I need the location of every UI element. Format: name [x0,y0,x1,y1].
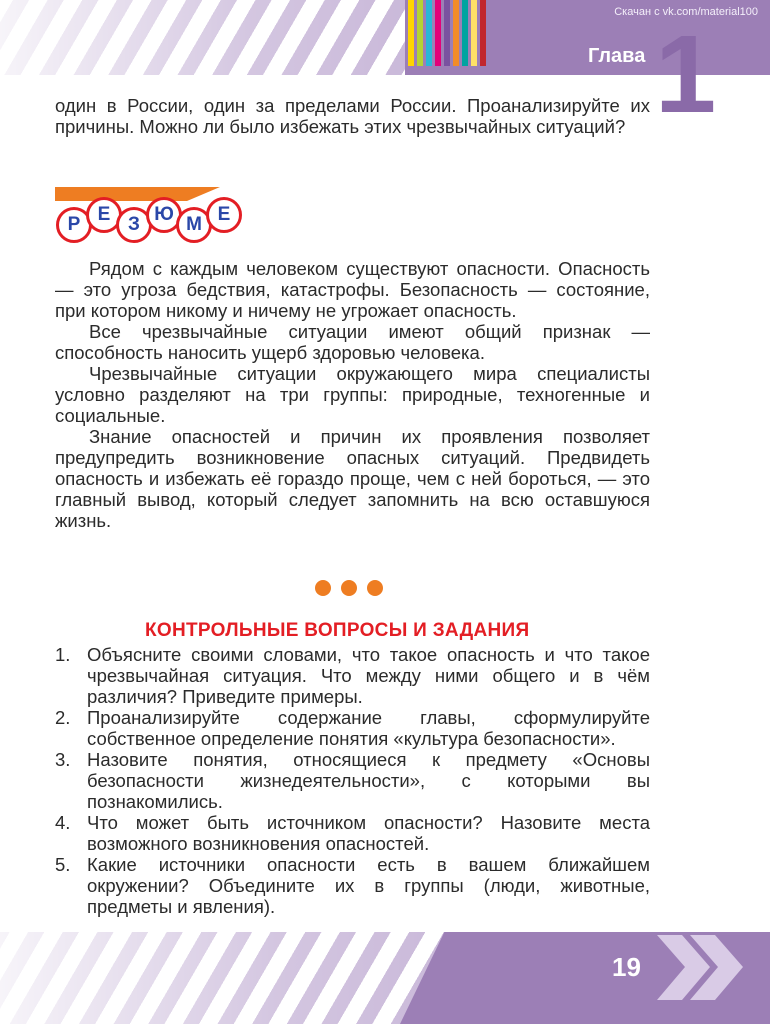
intro-paragraph: один в России, один за пределами России. Проанализируйте их причины. Можно ли было избежать этих чрезвычайных ситуаций? [55,95,650,137]
questions-title: КОНТРОЛЬНЫЕ ВОПРОСЫ И ЗАДАНИЯ [145,620,530,641]
question-text: Какие источники опасности есть в вашем ближайшем окружении? Объедините их в группы (люди, животные, предметы и явления). [87,854,650,917]
question-number: 1. [55,644,71,665]
separator-dots [315,580,383,596]
resume-paragraph: Чрезвычайные ситуации окружающего мира специалисты условно разделяют на три группы: природные, техногенные и социальные. [55,363,650,426]
resume-letter: Р [56,207,92,243]
resume-letter: З [116,207,152,243]
chapter-number: 1 [655,13,717,136]
questions-list [55,644,650,917]
resume-text [55,258,650,531]
download-note: Скачан с vk.com/material100 [614,6,758,18]
question-text: Проанализируйте содержание главы, сформулируйте собственное определение понятия «культура безопасности». [87,707,650,749]
question-item [55,812,650,854]
dot [341,580,357,596]
question-item [55,707,650,749]
question-number: 5. [55,854,71,875]
page-number: 19 [612,952,641,982]
color-bar [417,0,423,66]
resume-letter: М [176,207,212,243]
color-bar [462,0,468,66]
color-bar [480,0,486,66]
question-item [55,644,650,707]
question-item [55,854,650,917]
footer-fade [0,932,460,1024]
resume-paragraph: Все чрезвычайные ситуации имеют общий признак — способность наносить ущерб здоровью человека. [55,321,650,363]
question-text: Что может быть источником опасности? Назовите места возможного возникновения опасностей. [87,812,650,854]
dot [315,580,331,596]
color-bar [453,0,459,66]
question-number: 2. [55,707,71,728]
resume-badge [56,197,236,243]
resume-paragraph: Рядом с каждым человеком существуют опасности. Опасность — это угроза бедствия, катастрофы. Безопасность — состояние, при котором никому и ничему не угрожает опасность. [55,258,650,321]
resume-letter: Ю [146,197,182,233]
double-chevron-right-icon [652,930,752,1005]
question-text: Объясните своими словами, что такое опасность и что такое чрезвычайная ситуация. Что между ними общего и в чём различия? Приведите примеры. [87,644,650,707]
question-number: 3. [55,749,71,770]
header-fade [0,0,420,75]
resume-letter: Е [206,197,242,233]
chapter-label: Глава [588,45,646,67]
question-item [55,749,650,812]
resume-paragraph: Знание опасностей и причин их проявления позволяет предупредить возникновение опасных ситуаций. Предвидеть опасность и избежать её гораздо проще, чем с ней бороться, — это главный вывод, который следует запомнить на всю оставшуюся жизнь. [55,426,650,531]
color-bar [408,0,414,66]
color-bar [471,0,477,66]
question-number: 4. [55,812,71,833]
color-bar [435,0,441,66]
dot [367,580,383,596]
color-bar [426,0,432,66]
color-bars-decoration [408,0,498,66]
question-text: Назовите понятия, относящиеся к предмету «Основы безопасности жизнедеятельности», с которыми вы познакомились. [87,749,650,812]
resume-letter: Е [86,197,122,233]
color-bar [444,0,450,66]
